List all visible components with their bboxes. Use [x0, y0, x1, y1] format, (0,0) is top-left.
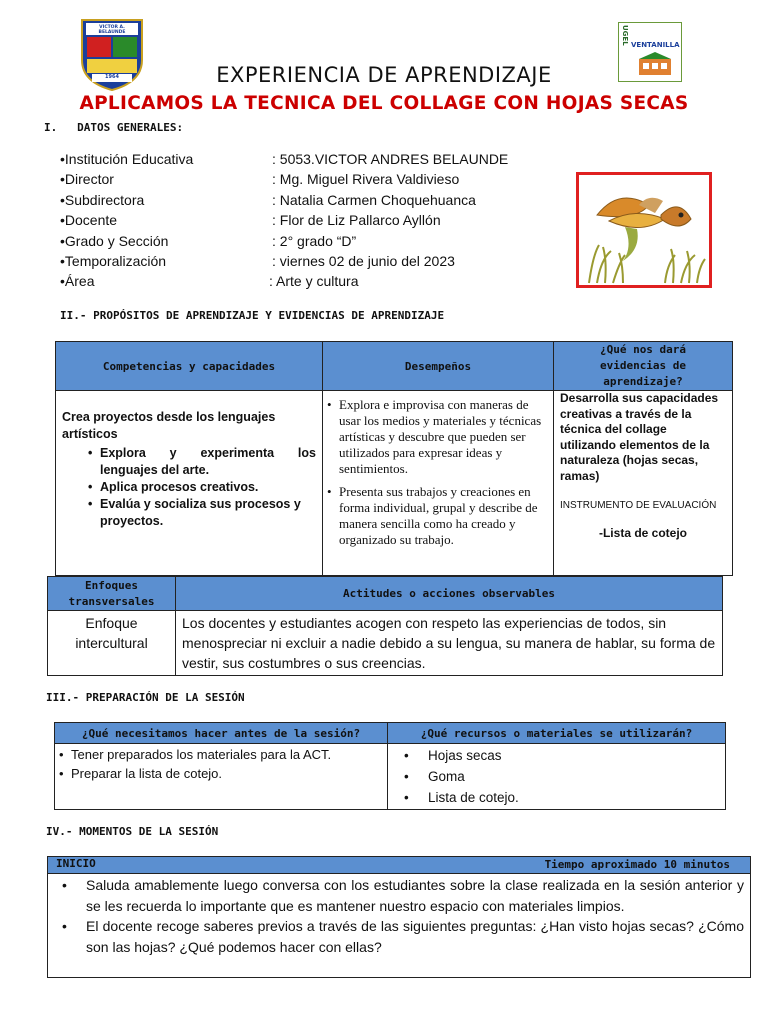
general-label: •Grado y Sección	[60, 232, 169, 249]
list-item: • El docente recoge saberes previos a través de las siguientes preguntas: ¿Han visto hojas secas? ¿Cómo son las hojas? ¿Qué podemos hacer con ellas?	[62, 916, 744, 957]
general-value: : Flor de Liz Pallarco Ayllón	[272, 212, 441, 229]
general-label: •Subdirectora	[60, 191, 145, 208]
antes-cell	[55, 744, 388, 810]
leaf-fish-collage-image	[576, 172, 712, 288]
instrumento-label: INSTRUMENTO DE EVALUACIÓN	[560, 500, 717, 511]
actitud-cell: Los docentes y estudiantes acogen con respeto las experiencias de todos, sin menospreciar ni excluir a nadie debido a su lengua, su manera de hablar, su forma de vestir, sus costumbres o sus creencias.	[176, 611, 723, 676]
prep-col-recursos: ¿Qué recursos o materiales se utilizarán?	[388, 723, 726, 744]
desempenos-cell	[323, 391, 554, 576]
general-label: •Temporalización	[60, 252, 167, 269]
general-value: : viernes 02 de junio del 2023	[272, 252, 455, 269]
recursos-list	[404, 745, 709, 808]
list-item: • Aplica procesos creativos.	[88, 479, 316, 496]
competencias-cell	[56, 391, 323, 576]
ugel-ventanilla-text: VENTANILLA	[631, 41, 680, 49]
inicio-header	[48, 857, 751, 874]
general-label: •Director	[60, 171, 114, 188]
inicio-list	[62, 875, 744, 957]
capacidades-list	[88, 445, 316, 530]
section3-heading: III.- PREPARACIÓN DE LA SESIÓN	[46, 691, 245, 704]
general-label: •Institución Educativa	[60, 151, 194, 167]
evidencia-text: Desarrolla sus capacidades creativas a través de la técnica del collage utilizando elementos de la naturaleza (hojas secas, ramas)	[560, 391, 719, 483]
list-item: • Tener preparados los materiales para la ACT.	[59, 745, 383, 764]
purposes-col-competencias: Competencias y capacidades	[56, 342, 323, 391]
inicio-label: INICIO	[56, 857, 96, 870]
general-value: : 5053.VICTOR ANDRES BELAUNDE	[272, 151, 509, 167]
prep-col-antes: ¿Qué necesitamos hacer antes de la sesión?	[55, 723, 388, 744]
section4-heading: IV.- MOMENTOS DE LA SESIÓN	[46, 825, 219, 838]
crest-name: VICTOR A. BELAUNDE	[98, 25, 126, 35]
page-title: EXPERIENCIA DE APRENDIZAJE	[216, 63, 552, 87]
evidencias-cell	[554, 391, 733, 576]
desempenos-list	[327, 397, 547, 548]
competencia-title: Crea proyectos desde los lenguajes artísticos	[62, 410, 276, 441]
list-item: • Saluda amablemente luego conversa con los estudiantes sobre la clase realizada en la sesión anterior y se les recuerda lo importante que es mantener nuestro espacio con materiales limpios.	[62, 875, 744, 916]
list-item: • Explora y experimenta los lenguajes del arte.	[88, 445, 316, 479]
enfoques-table	[47, 576, 723, 676]
antes-list	[59, 745, 383, 783]
purposes-table	[55, 341, 733, 576]
list-item: • Evalúa y socializa sus procesos y proyectos.	[88, 496, 316, 530]
list-item: • Lista de cotejo.	[404, 787, 709, 808]
general-value: : Natalia Carmen Choquehuanca	[272, 191, 476, 208]
purposes-col-evidencias: ¿Qué nos dará evidencias de aprendizaje?	[554, 342, 733, 391]
general-value: : 2° grado “D”	[272, 232, 357, 249]
section1-heading: I. DATOS GENERALES:	[44, 121, 184, 134]
instrumento-value: -Lista de cotejo	[598, 525, 687, 540]
inicio-time: Tiempo aproximado 10 minutos	[544, 858, 730, 871]
general-label: •Docente	[60, 212, 118, 229]
list-item: • Goma	[404, 766, 709, 787]
enfoque-cell: Enfoque intercultural	[48, 611, 176, 676]
recursos-cell	[388, 744, 726, 810]
enfoques-col-actitudes: Actitudes o acciones observables	[176, 577, 723, 611]
inicio-content	[48, 874, 751, 978]
list-item: • Presenta sus trabajos y creaciones en forma individual, grupal y describe de manera sencilla como ha creado y organizado su trabajo.	[327, 484, 547, 548]
list-item: • Hojas secas	[404, 745, 709, 766]
purposes-col-desempenos: Desempeños	[323, 342, 554, 391]
preparation-table	[54, 722, 726, 810]
list-item: • Preparar la lista de cotejo.	[59, 764, 383, 783]
page-subtitle: APLICAMOS LA TECNICA DEL COLLAGE CON HOJAS SECAS	[79, 93, 689, 114]
general-label: •Área	[60, 273, 95, 290]
general-value: : Arte y cultura	[269, 273, 359, 290]
section2-heading: II.- PROPÓSITOS DE APRENDIZAJE Y EVIDENCIAS DE APRENDIZAJE	[60, 309, 445, 322]
general-value: : Mg. Miguel Rivera Valdivieso	[272, 171, 460, 188]
enfoques-col-enfoques: Enfoques transversales	[48, 577, 176, 611]
ugel-text: UGEL	[621, 25, 629, 46]
moments-table	[47, 856, 751, 978]
list-item: • Explora e improvisa con maneras de usar los medios y materiales y técnicas artísticas y descubre que pueden ser utilizados para expresar ideas y sentimientos.	[327, 397, 547, 477]
crest-year: 1964	[105, 74, 119, 80]
